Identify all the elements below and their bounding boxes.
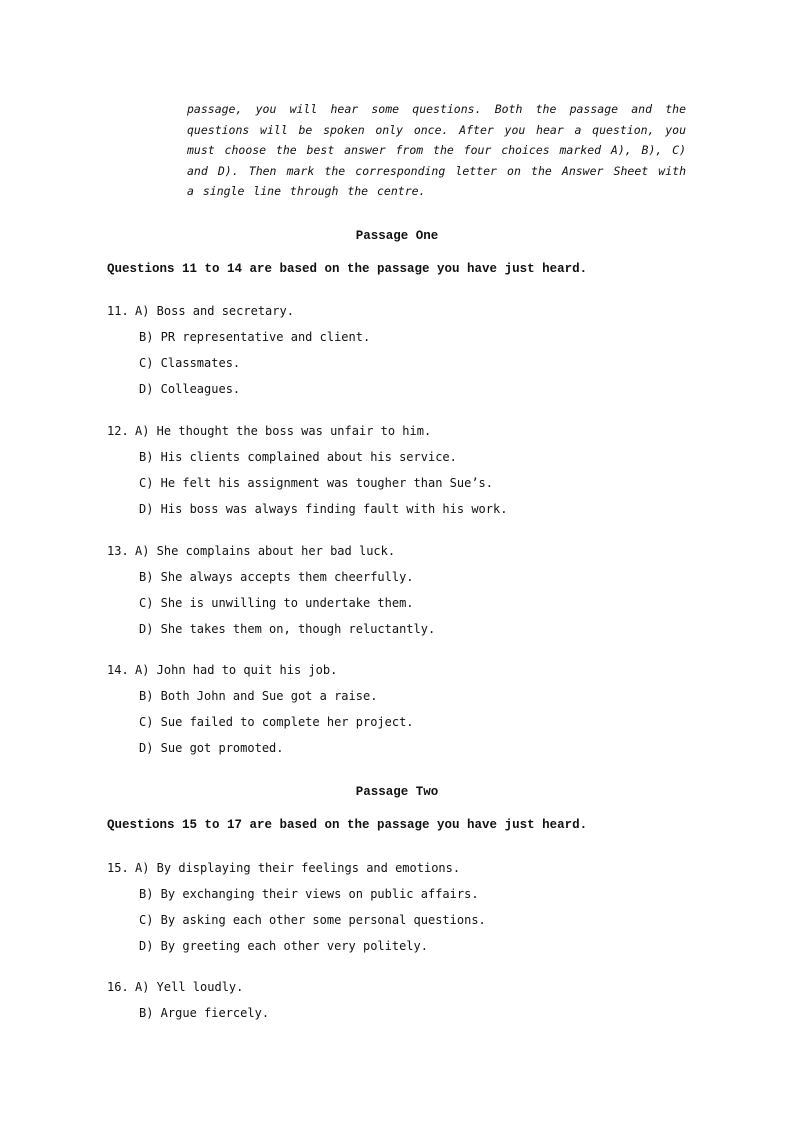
question-number: 14. [107, 663, 129, 677]
passage-title: Passage Two [355, 785, 439, 799]
passage-title: Passage One [355, 229, 439, 243]
option: D) Sue got promoted. [139, 741, 284, 755]
question-number: 13. [107, 544, 129, 558]
option: A) Boss and secretary. [135, 304, 294, 318]
question-number: 15. [107, 861, 129, 875]
directions-text: passage, you will hear some questions. Both the passage and the questions will be spoken only once. After you hear a question, you must choose the best answer from the four choices marked A), B), C) and D). Then mark the corresponding letter on the Answer Sheet with a single line through the centre. [187, 102, 686, 199]
option: B) She always accepts them cheerfully. [139, 570, 414, 584]
question-number: 12. [107, 424, 129, 438]
option: B) By exchanging their views on public affairs. [139, 887, 479, 901]
option: A) She complains about her bad luck. [135, 544, 396, 558]
passage-instruction: Questions 11 to 14 are based on the passage you have just heard. [107, 262, 588, 276]
option: C) By asking each other some personal questions. [139, 913, 486, 927]
option: D) She takes them on, though reluctantly. [139, 622, 436, 636]
option: B) PR representative and client. [139, 330, 371, 344]
option: B) His clients complained about his service. [139, 450, 457, 464]
option: C) She is unwilling to undertake them. [139, 596, 414, 610]
option: B) Both John and Sue got a raise. [139, 689, 378, 703]
option: C) Sue failed to complete her project. [139, 715, 414, 729]
option: A) He thought the boss was unfair to him. [135, 424, 432, 438]
option: C) He felt his assignment was tougher than Sue’s. [139, 476, 494, 490]
option: A) Yell loudly. [135, 980, 244, 994]
option: D) By greeting each other very politely. [139, 939, 428, 953]
option: A) John had to quit his job. [135, 663, 338, 677]
option: B) Argue fiercely. [139, 1006, 270, 1020]
option: C) Classmates. [139, 356, 241, 370]
passage-instruction: Questions 15 to 17 are based on the passage you have just heard. [107, 818, 588, 832]
option: A) By displaying their feelings and emotions. [135, 861, 461, 875]
question-number: 16. [107, 980, 129, 994]
option: D) His boss was always finding fault with his work. [139, 502, 508, 516]
option: D) Colleagues. [139, 382, 241, 396]
question-number: 11. [107, 304, 129, 318]
